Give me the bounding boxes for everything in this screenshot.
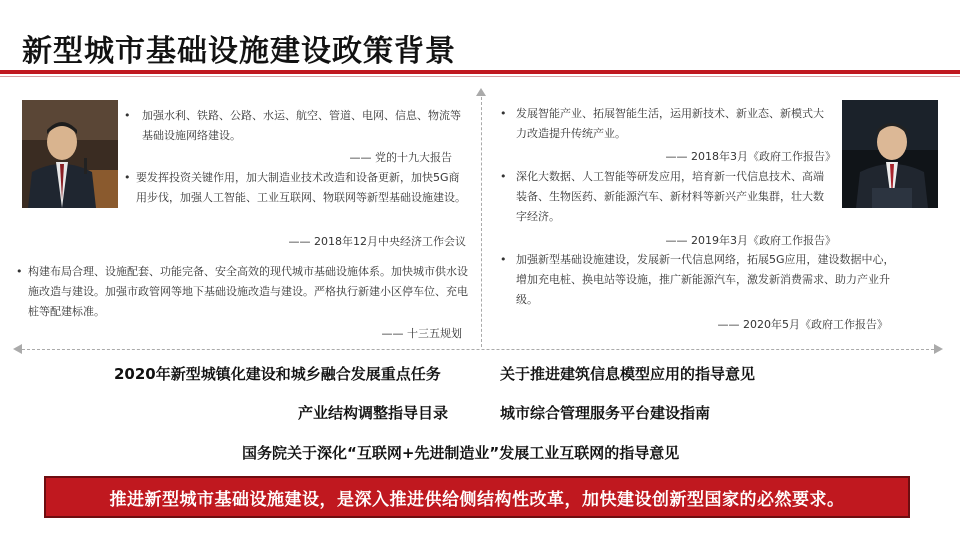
- left-arrow-icon: [13, 344, 22, 354]
- bullet-right-1: •: [500, 107, 507, 120]
- quote-source-right-2: —— 2019年3月《政府工作报告》: [665, 234, 836, 247]
- quote-source-left-2: —— 2018年12月中央经济工作会议: [288, 235, 466, 248]
- conclusion-banner: [44, 476, 910, 518]
- policy-quote-left-1: 加强水利、铁路、公路、水运、航空、管道、电网、信息、物流等基础设施网络建设。: [142, 109, 461, 142]
- bullet-right-2: •: [500, 170, 507, 183]
- policy-quote-right-2: 深化大数据、人工智能等研发应用，培育新一代信息技术、高端装备、生物医药、新能源汽车、新材料等新兴产业集群，壮大数字经济。: [516, 170, 824, 223]
- policy-title-1: 2020年新型城镇化建设和城乡融合发展重点任务: [114, 365, 441, 383]
- horizontal-divider: [22, 349, 934, 350]
- title-underline-thin: [0, 76, 960, 77]
- policy-title-3: 产业结构调整指导目录: [298, 404, 449, 422]
- speaker-photo-right: [842, 100, 938, 208]
- bullet-left-1: •: [124, 109, 131, 122]
- speaker-photo-left: [22, 100, 118, 208]
- quote-source-right-3: —— 2020年5月《政府工作报告》: [717, 318, 888, 331]
- policy-title-2: 关于推进建筑信息模型应用的指导意见: [500, 365, 756, 383]
- conclusion-text: 推进新型城市基础设施建设，是深入推进供给侧结构性改革，加快建设创新型国家的必然要求。: [109, 489, 845, 510]
- quote-source-right-1: —— 2018年3月《政府工作报告》: [665, 150, 836, 163]
- bullet-right-3: •: [500, 253, 507, 266]
- policy-quote-left-3: 构建布局合理、设施配套、功能完备、安全高效的现代城市基础设施体系。加快城市供水设施改造与建设。加强市政管网等地下基础设施改造与建设。严格执行新建小区停车位、充电桩等配建标准。: [28, 265, 468, 318]
- policy-quote-right-1: 发展智能产业、拓展智能生活，运用新技术、新业态、新模式大力改造提升传统产业。: [516, 107, 824, 140]
- bullet-left-3: •: [16, 265, 23, 278]
- policy-quote-right-3: 加强新型基础设施建设，发展新一代信息网络，拓展5G应用，建设数据中心，增加充电桩、换电站等设施，推广新能源汽车，激发新消费需求、助力产业升级。: [516, 253, 895, 306]
- vertical-divider: [481, 97, 482, 347]
- page-title: 新型城市基础设施建设政策背景: [22, 34, 456, 69]
- vertical-divider-arrow: [476, 88, 486, 96]
- policy-title-4: 城市综合管理服务平台建设指南: [500, 404, 711, 422]
- policy-title-5: 国务院关于深化“互联网+先进制造业”发展工业互联网的指导意见: [242, 444, 680, 462]
- right-arrow-icon: [934, 344, 943, 354]
- quote-source-left-1: —— 党的十九大报告: [349, 151, 452, 164]
- bullet-left-2: •: [124, 171, 131, 184]
- quote-source-left-3: —— 十三五规划: [381, 327, 462, 340]
- policy-quote-left-2: 要发挥投资关键作用，加大制造业技术改造和设备更新，加快5G商用步伐，加强人工智能、工业互联网、物联网等新型基础设施建设。: [136, 171, 466, 204]
- title-underline: [0, 70, 960, 74]
